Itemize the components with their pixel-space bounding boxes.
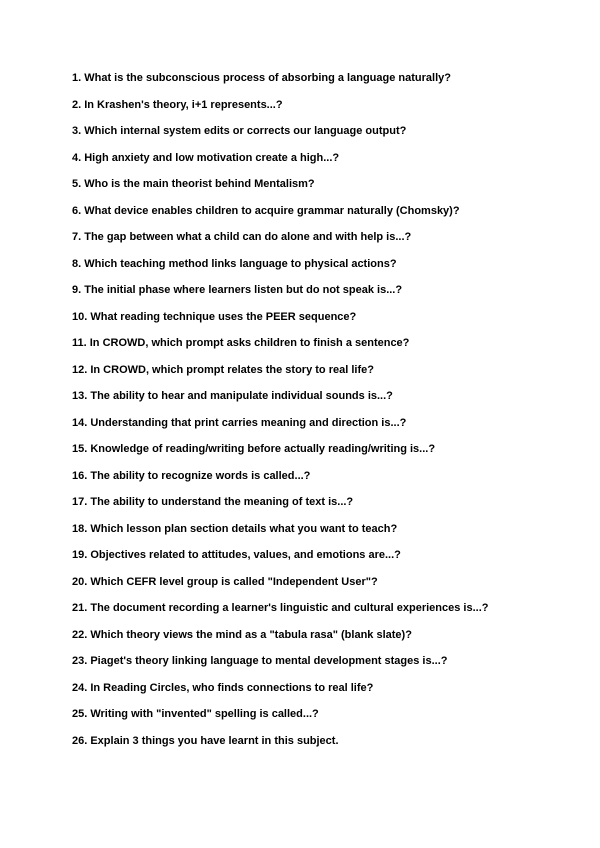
question-item: 20. Which CEFR level group is called "Independent User"? — [72, 575, 378, 588]
question-item: 22. Which theory views the mind as a "tabula rasa" (blank slate)? — [72, 628, 412, 641]
question-item: 7. The gap between what a child can do alone and with help is...? — [72, 231, 412, 243]
question-item: 6. What device enables children to acquire grammar naturally (Chomsky)? — [72, 204, 460, 217]
question-item: 3. Which internal system edits or corrects our language output? — [72, 125, 407, 137]
question-item: 18. Which lesson plan section details what you want to teach? — [72, 522, 398, 535]
question-item: 24. In Reading Circles, who finds connections to real life? — [72, 681, 374, 694]
question-item: 12. In CROWD, which prompt relates the story to real life? — [72, 363, 374, 376]
question-item: 10. What reading technique uses the PEER sequence? — [72, 310, 357, 323]
question-item: 21. The document recording a learner's linguistic and cultural experiences is...? — [72, 602, 489, 614]
question-item: 1. What is the subconscious process of absorbing a language naturally? — [72, 72, 451, 84]
question-item: 4. High anxiety and low motivation create a high...? — [72, 151, 340, 164]
question-item: 9. The initial phase where learners listen but do not speak is...? — [72, 284, 403, 296]
question-item: 17. The ability to understand the meaning of text is...? — [72, 496, 354, 508]
question-item: 5. Who is the main theorist behind Mentalism? — [72, 178, 315, 190]
question-item: 25. Writing with "invented" spelling is called...? — [72, 708, 319, 720]
question-item: 14. Understanding that print carries meaning and direction is...? — [72, 416, 407, 429]
question-item: 13. The ability to hear and manipulate individual sounds is...? — [72, 390, 393, 402]
question-item: 15. Knowledge of reading/writing before actually reading/writing is...? — [72, 443, 436, 455]
question-item: 16. The ability to recognize words is called...? — [72, 469, 311, 482]
question-item: 11. In CROWD, which prompt asks children to finish a sentence? — [72, 337, 410, 349]
question-item: 8. Which teaching method links language to physical actions? — [72, 257, 397, 270]
question-item: 2. In Krashen's theory, i+1 represents...? — [72, 98, 283, 111]
question-list — [72, 71, 582, 760]
question-item: 19. Objectives related to attitudes, values, and emotions are...? — [72, 549, 401, 561]
question-item: 23. Piaget's theory linking language to mental development stages is...? — [72, 655, 448, 667]
question-item: 26. Explain 3 things you have learnt in this subject. — [72, 734, 339, 747]
